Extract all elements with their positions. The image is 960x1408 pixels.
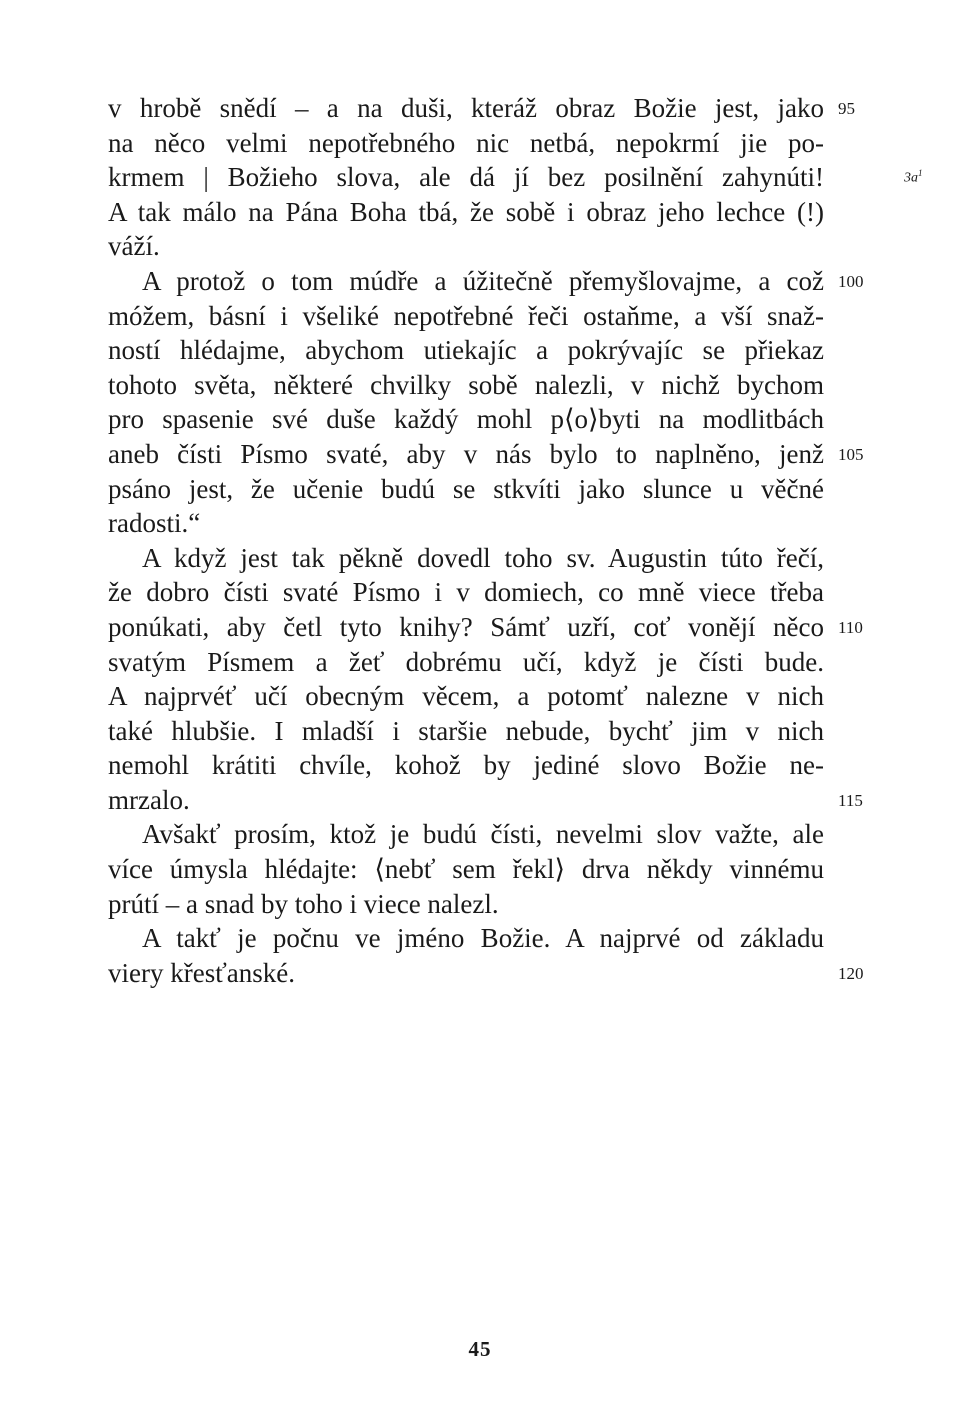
text-line: aneb čísti Písmo svaté, aby v nás bylo to naplněno, jenž — [108, 438, 824, 469]
page-number: 45 — [468, 1337, 492, 1361]
text-line: více úmysla hlédajte: ⟨nebť sem řekl⟩ drva někdy vinnému — [108, 854, 824, 885]
text-line: Avšakť prosím, ktož je budú čísti, nevelmi slov važte, ale — [142, 819, 824, 850]
text-line: na něco velmi nepotřebného nic netbá, nepokrmí jie po- — [108, 127, 824, 158]
text-line: také hlubšie. I mladší i staršie nebude, bychť jim v nich — [108, 715, 824, 746]
text-line: A protož o tom múdře a úžitečně přemyšlovajme, a což — [142, 265, 824, 296]
text-line: krmem | Božieho slova, ale dá jí bez posilnění zahynúti! — [108, 162, 824, 193]
text-line: mrzalo. — [108, 784, 190, 815]
text-line: nemohl krátiti chvíle, kohož by jediné slovo Božie ne- — [108, 750, 824, 781]
body-text — [108, 91, 824, 990]
text-line: ností hlédajme, abychom utiekajíc a pokrývajíc se přiekaz — [108, 335, 824, 366]
folio-note-sup: 1 — [918, 168, 923, 178]
text-line: viery křesťanské. — [108, 957, 295, 988]
folio-note-text: 3a — [904, 170, 918, 186]
text-line: v hrobě snědí – a na duši, kteráž obraz Božie jest, jako — [108, 93, 824, 123]
text-line: móžem, básní i všeliké nepotřebné řeči ostaňme, a vší snaž- — [108, 300, 824, 331]
text-line: prútí – a snad by toho i viece nalezl. — [108, 888, 499, 919]
text-line: A najprvéť učí obecným věcem, a potomť nalezne v nich — [108, 681, 824, 712]
text-line: psáno jest, že učenie budú se stkvíti jako slunce u věčné — [108, 473, 824, 504]
line-number: 110 — [838, 618, 863, 637]
text-line: že dobro čísti svaté Písmo i v domiech, co mně viece třeba — [108, 577, 824, 608]
line-number: 105 — [838, 445, 864, 464]
text-line: ponúkati, aby četl tyto knihy? Sámť uzří, coť vonějí něco — [108, 611, 824, 642]
folio-margin-note — [904, 165, 923, 187]
line-number: 120 — [838, 964, 864, 983]
line-number: 100 — [838, 272, 864, 291]
text-line: radosti.“ — [108, 508, 201, 539]
text-line: A takť je počnu ve jméno Božie. A najprvé od základu — [142, 923, 824, 954]
text-line: A když jest tak pěkně dovedl toho sv. Augustin túto řečí, — [142, 542, 824, 573]
text-line: tohoto světa, některé chvilky sobě nalezli, v nichž bychom — [108, 369, 824, 400]
line-number: 115 — [838, 791, 863, 810]
text-line: váží. — [108, 231, 160, 262]
line-number: 95 — [838, 99, 855, 118]
text-line: A tak málo na Pána Boha tbá, že sobě i obraz jeho lechce (!) — [108, 196, 824, 227]
text-line: pro spasenie své duše každý mohl p⟨o⟩byti na modlitbách — [108, 404, 824, 435]
text-line: svatým Písmem a žeť dobrému učí, když je čísti bude. — [108, 646, 824, 677]
